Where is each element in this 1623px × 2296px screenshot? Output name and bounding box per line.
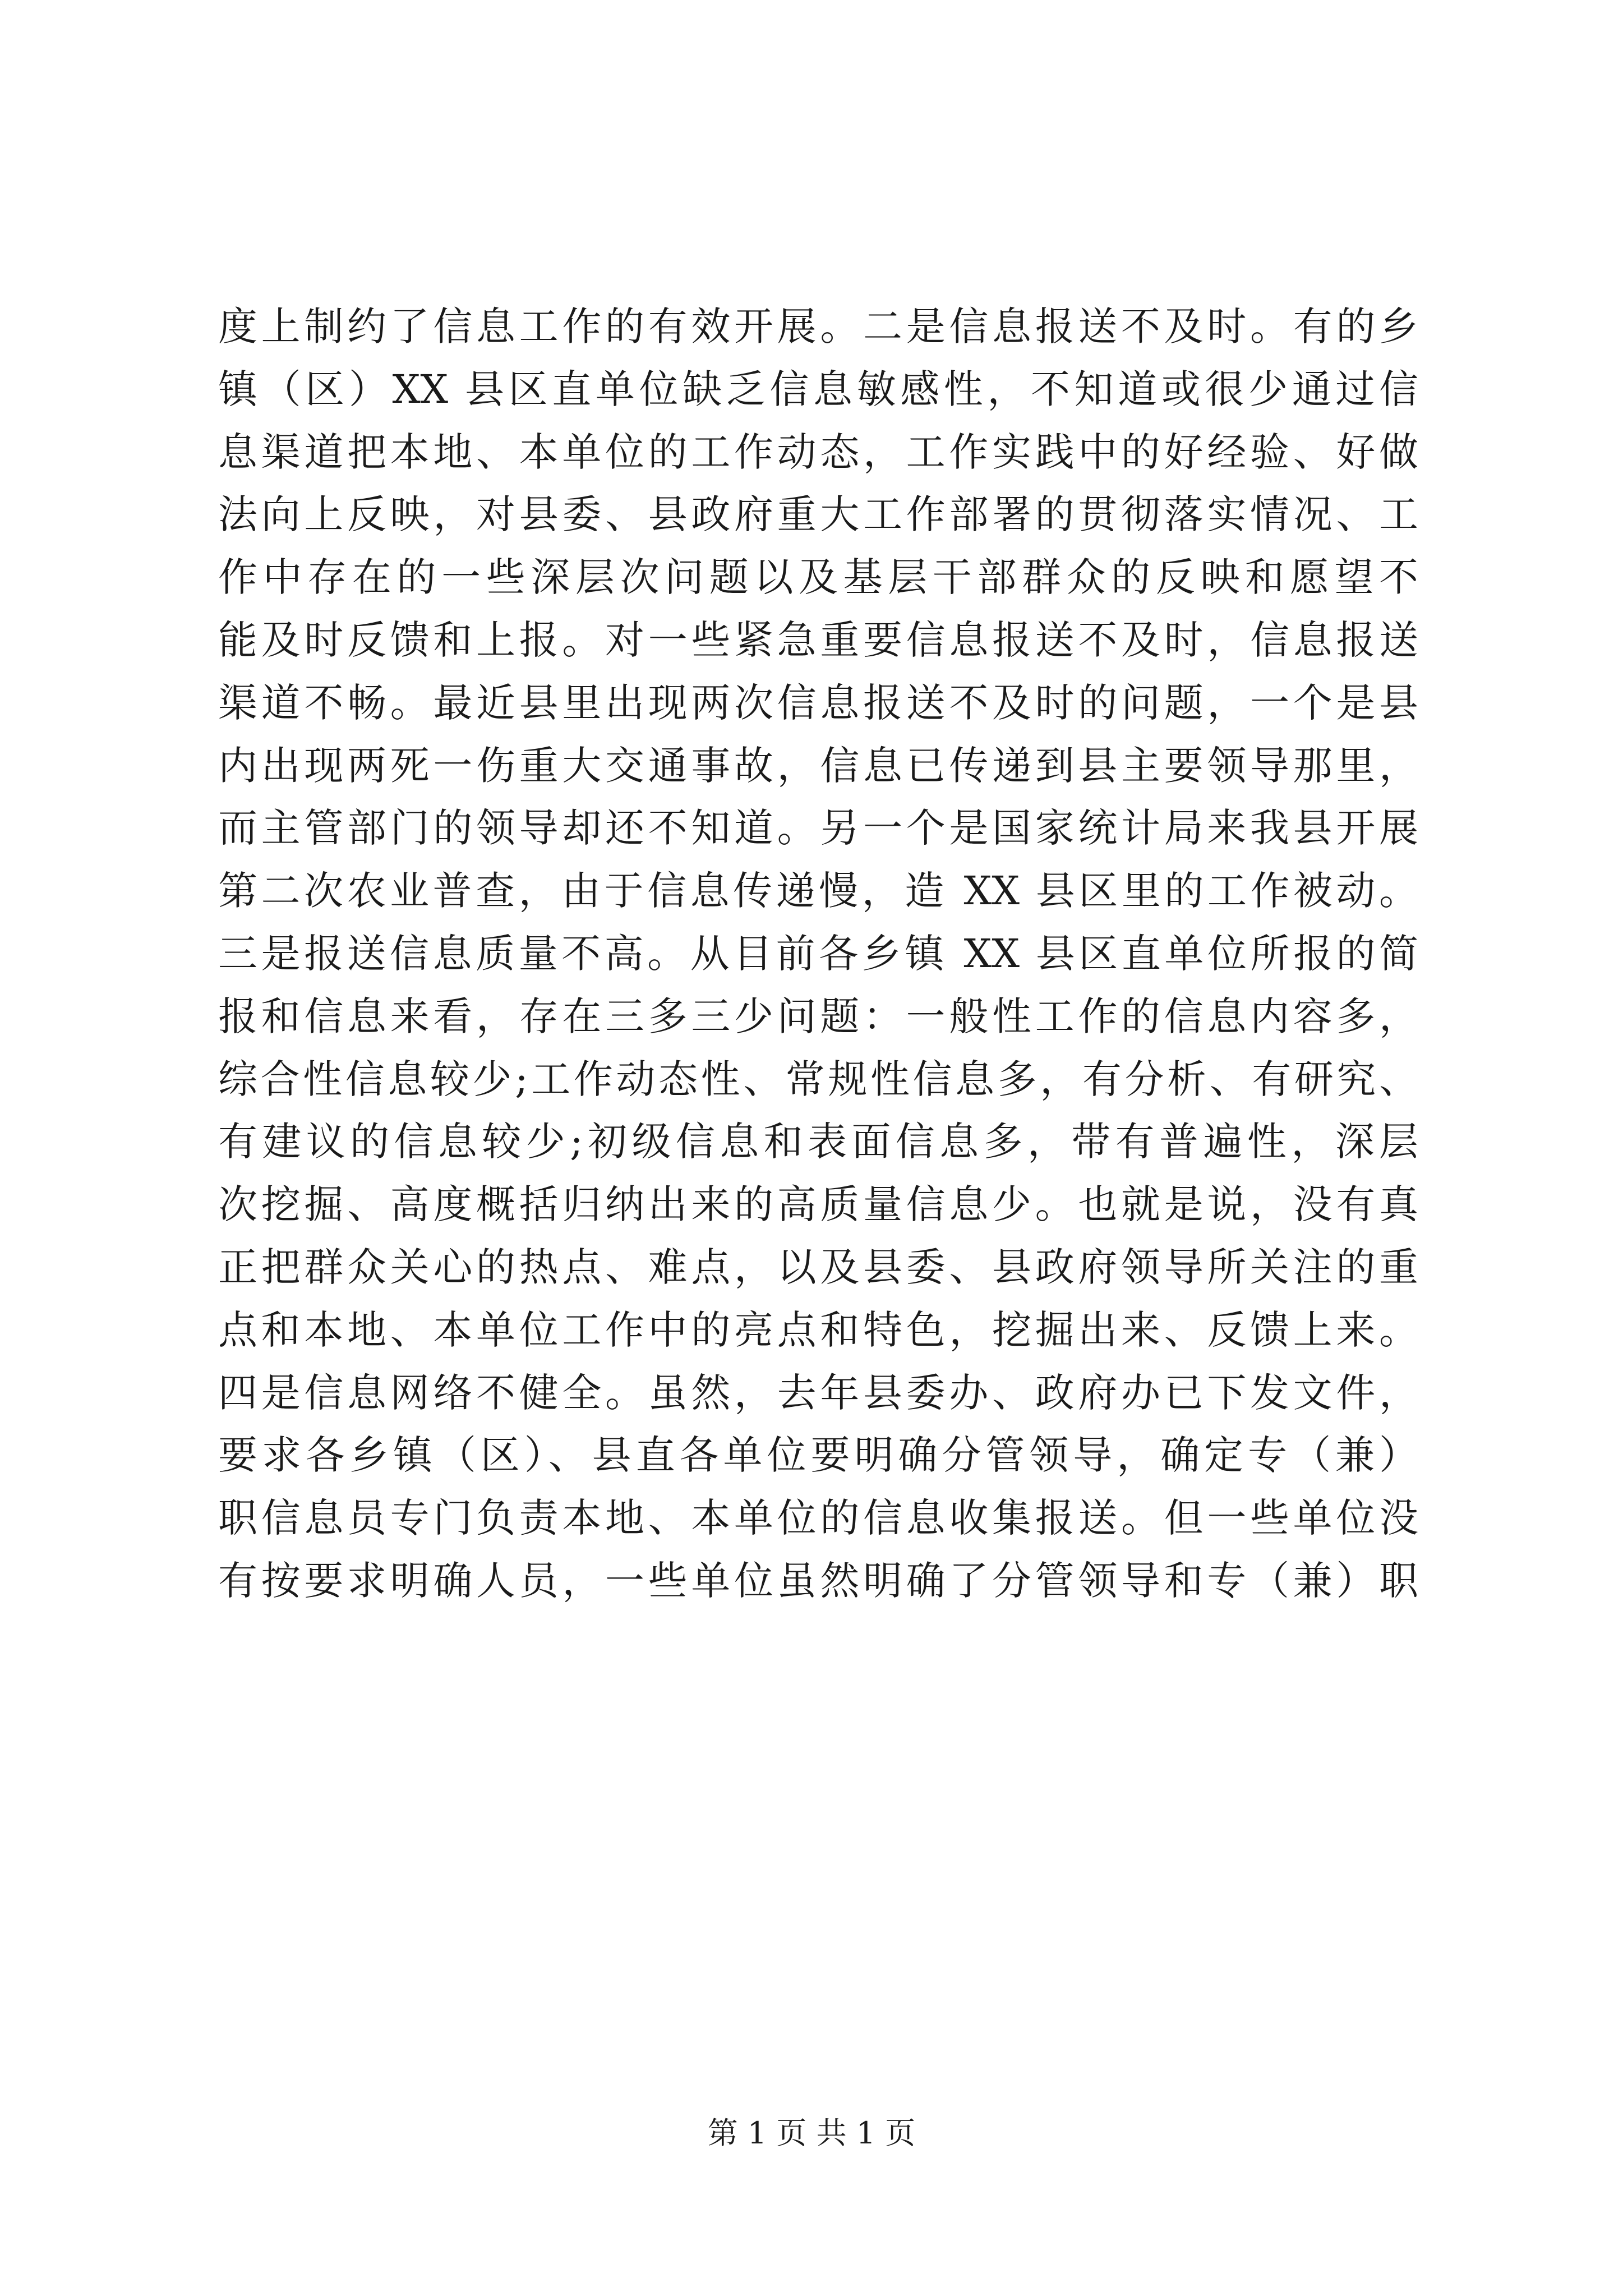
text-line: 第二次农业普查，由于信息传递慢，造 XX 县区里的工作被动。	[218, 868, 1418, 914]
text-line: 而主管部门的领导却还不知道。另一个是国家统计局来我县开展	[218, 805, 1418, 852]
text-line: 能及时反馈和上报。对一些紧急重要信息报送不及时，信息报送	[218, 616, 1418, 663]
text-line: 三是报送信息质量不高。从目前各乡镇 XX 县区直单位所报的简	[218, 930, 1418, 977]
text-line: 有建议的信息较少;初级信息和表面信息多，带有普遍性，深层	[218, 1119, 1418, 1165]
text-line: 四是信息网络不健全。虽然，去年县委办、政府办已下发文件，	[218, 1369, 1418, 1416]
text-line: 作中存在的一些深层次问题以及基层干部群众的反映和愿望不	[218, 554, 1418, 601]
text-line: 息渠道把本地、本单位的工作动态，工作实践中的好经验、好做	[218, 429, 1418, 475]
text-line: 综合性信息较少;工作动态性、常规性信息多，有分析、有研究、	[218, 1056, 1418, 1102]
text-line: 次挖掘、高度概括归纳出来的高质量信息少。也就是说，没有真	[218, 1181, 1418, 1228]
page-number-footer: 第 1 页 共 1 页	[707, 2115, 916, 2151]
text-line: 镇（区）XX 县区直单位缺乏信息敏感性，不知道或很少通过信	[218, 366, 1418, 412]
text-line: 正把群众关心的热点、难点，以及县委、县政府领导所关注的重	[218, 1244, 1418, 1290]
text-line: 度上制约了信息工作的有效开展。二是信息报送不及时。有的乡	[218, 303, 1418, 349]
text-line: 有按要求明确人员，一些单位虽然明确了分管领导和专（兼）职	[218, 1557, 1418, 1604]
text-line: 要求各乡镇（区）、县直各单位要明确分管领导，确定专（兼）	[218, 1432, 1418, 1479]
text-line: 法向上反映，对县委、县政府重大工作部署的贯彻落实情况、工	[218, 491, 1418, 538]
text-line: 内出现两死一伤重大交通事故，信息已传递到县主要领导那里，	[218, 742, 1418, 789]
body-text	[218, 296, 1418, 1613]
text-line: 点和本地、本单位工作中的亮点和特色，挖掘出来、反馈上来。	[218, 1306, 1418, 1353]
text-line: 渠道不畅。最近县里出现两次信息报送不及时的问题，一个是县	[218, 679, 1418, 726]
text-line: 报和信息来看，存在三多三少问题：一般性工作的信息内容多，	[218, 993, 1418, 1039]
text-line: 职信息员专门负责本地、本单位的信息收集报送。但一些单位没	[218, 1495, 1418, 1542]
